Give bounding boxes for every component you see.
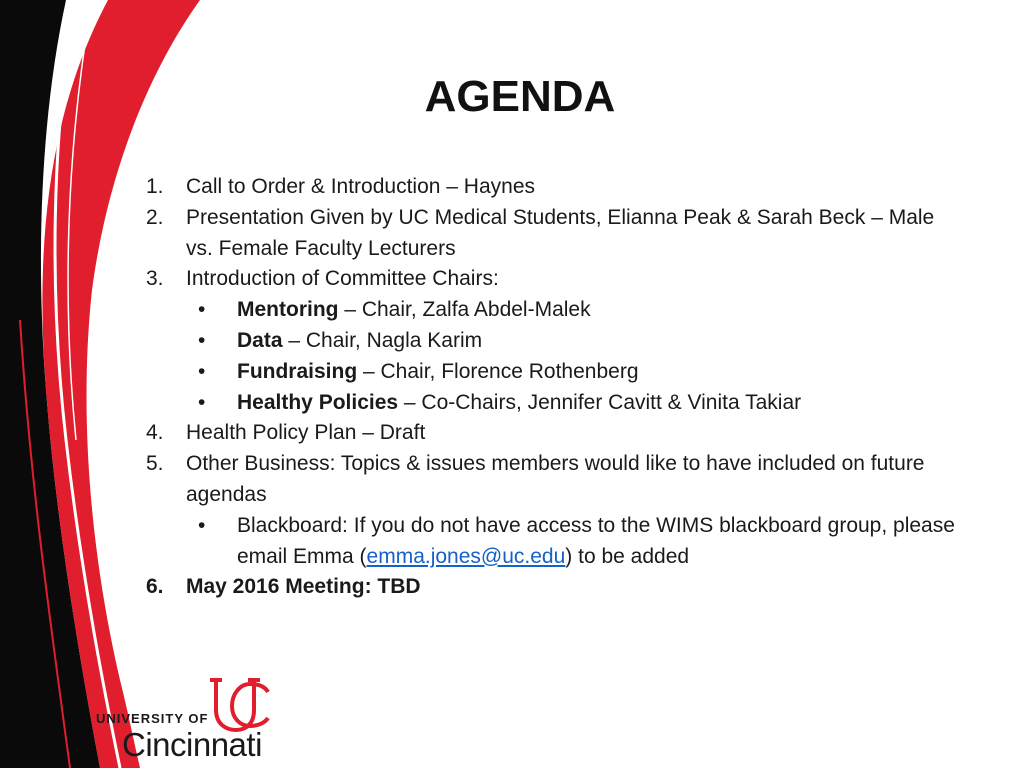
item-number: 5. <box>146 452 164 476</box>
bullet-icon: • <box>198 298 206 322</box>
agenda-list <box>140 172 960 603</box>
bullet-icon: • <box>198 328 206 352</box>
committee-chair: – Chair, Nagla Karim <box>282 328 483 352</box>
committee-name: Data <box>237 328 283 352</box>
agenda-item-6 <box>140 572 960 603</box>
committee-chair: – Chair, Zalfa Abdel-Malek <box>338 298 591 322</box>
item-text: Introduction of Committee Chairs: <box>186 267 499 291</box>
item-text: Call to Order & Introduction – Haynes <box>186 175 536 198</box>
slide-title: AGENDA <box>424 72 616 121</box>
committee-healthy-policies <box>186 388 960 419</box>
item-number: 1. <box>146 175 164 198</box>
committee-chair: – Chair, Florence Rothenberg <box>357 359 639 383</box>
item-text: Presentation Given by UC Medical Students, Elianna Peak & Sarah Beck – Male vs. Female Faculty Lecturers <box>186 205 935 260</box>
committee-chair: – Co-Chairs, Jennifer Cavitt & Vinita Takiar <box>398 390 802 414</box>
item-number: 4. <box>146 421 164 445</box>
item-number: 3. <box>146 267 164 291</box>
blackboard-text: Blackboard: If you do not have access to the WIMS blackboard group, please email Emma ( <box>237 513 955 568</box>
blackboard-text-end: ) to be added <box>565 544 690 568</box>
item-number: 6. <box>146 575 164 599</box>
logo-university-of: UNIVERSITY OF <box>96 711 209 726</box>
bullet-icon: • <box>198 390 206 414</box>
uc-monogram-c <box>232 684 268 726</box>
item-number: 2. <box>146 205 164 229</box>
other-business-list <box>186 511 960 573</box>
logo-cincinnati: Cincinnati <box>122 726 262 763</box>
email-link[interactable]: emma.jones@uc.edu <box>366 544 566 568</box>
agenda-item-1 <box>140 172 960 203</box>
blackboard-note <box>186 511 960 573</box>
committee-name: Healthy Policies <box>237 390 399 414</box>
bullet-icon: • <box>198 513 206 537</box>
committee-name: Fundraising <box>237 359 358 383</box>
uc-monogram-u <box>210 680 260 730</box>
item-text: Health Policy Plan – Draft <box>186 421 426 445</box>
committee-chairs-list <box>186 295 960 418</box>
bullet-icon: • <box>198 359 206 383</box>
item-text: May 2016 Meeting: TBD <box>186 575 421 599</box>
agenda-item-4 <box>140 418 960 449</box>
agenda-item-3 <box>140 264 960 418</box>
agenda-item-2 <box>140 203 960 265</box>
committee-fundraising <box>186 357 960 388</box>
university-of-cincinnati-logo <box>96 676 296 766</box>
committee-name: Mentoring <box>237 298 339 322</box>
agenda-item-5 <box>140 449 960 572</box>
committee-data <box>186 326 960 357</box>
committee-mentoring <box>186 295 960 326</box>
item-text: Other Business: Topics & issues members would like to have included on future agendas <box>186 452 925 506</box>
